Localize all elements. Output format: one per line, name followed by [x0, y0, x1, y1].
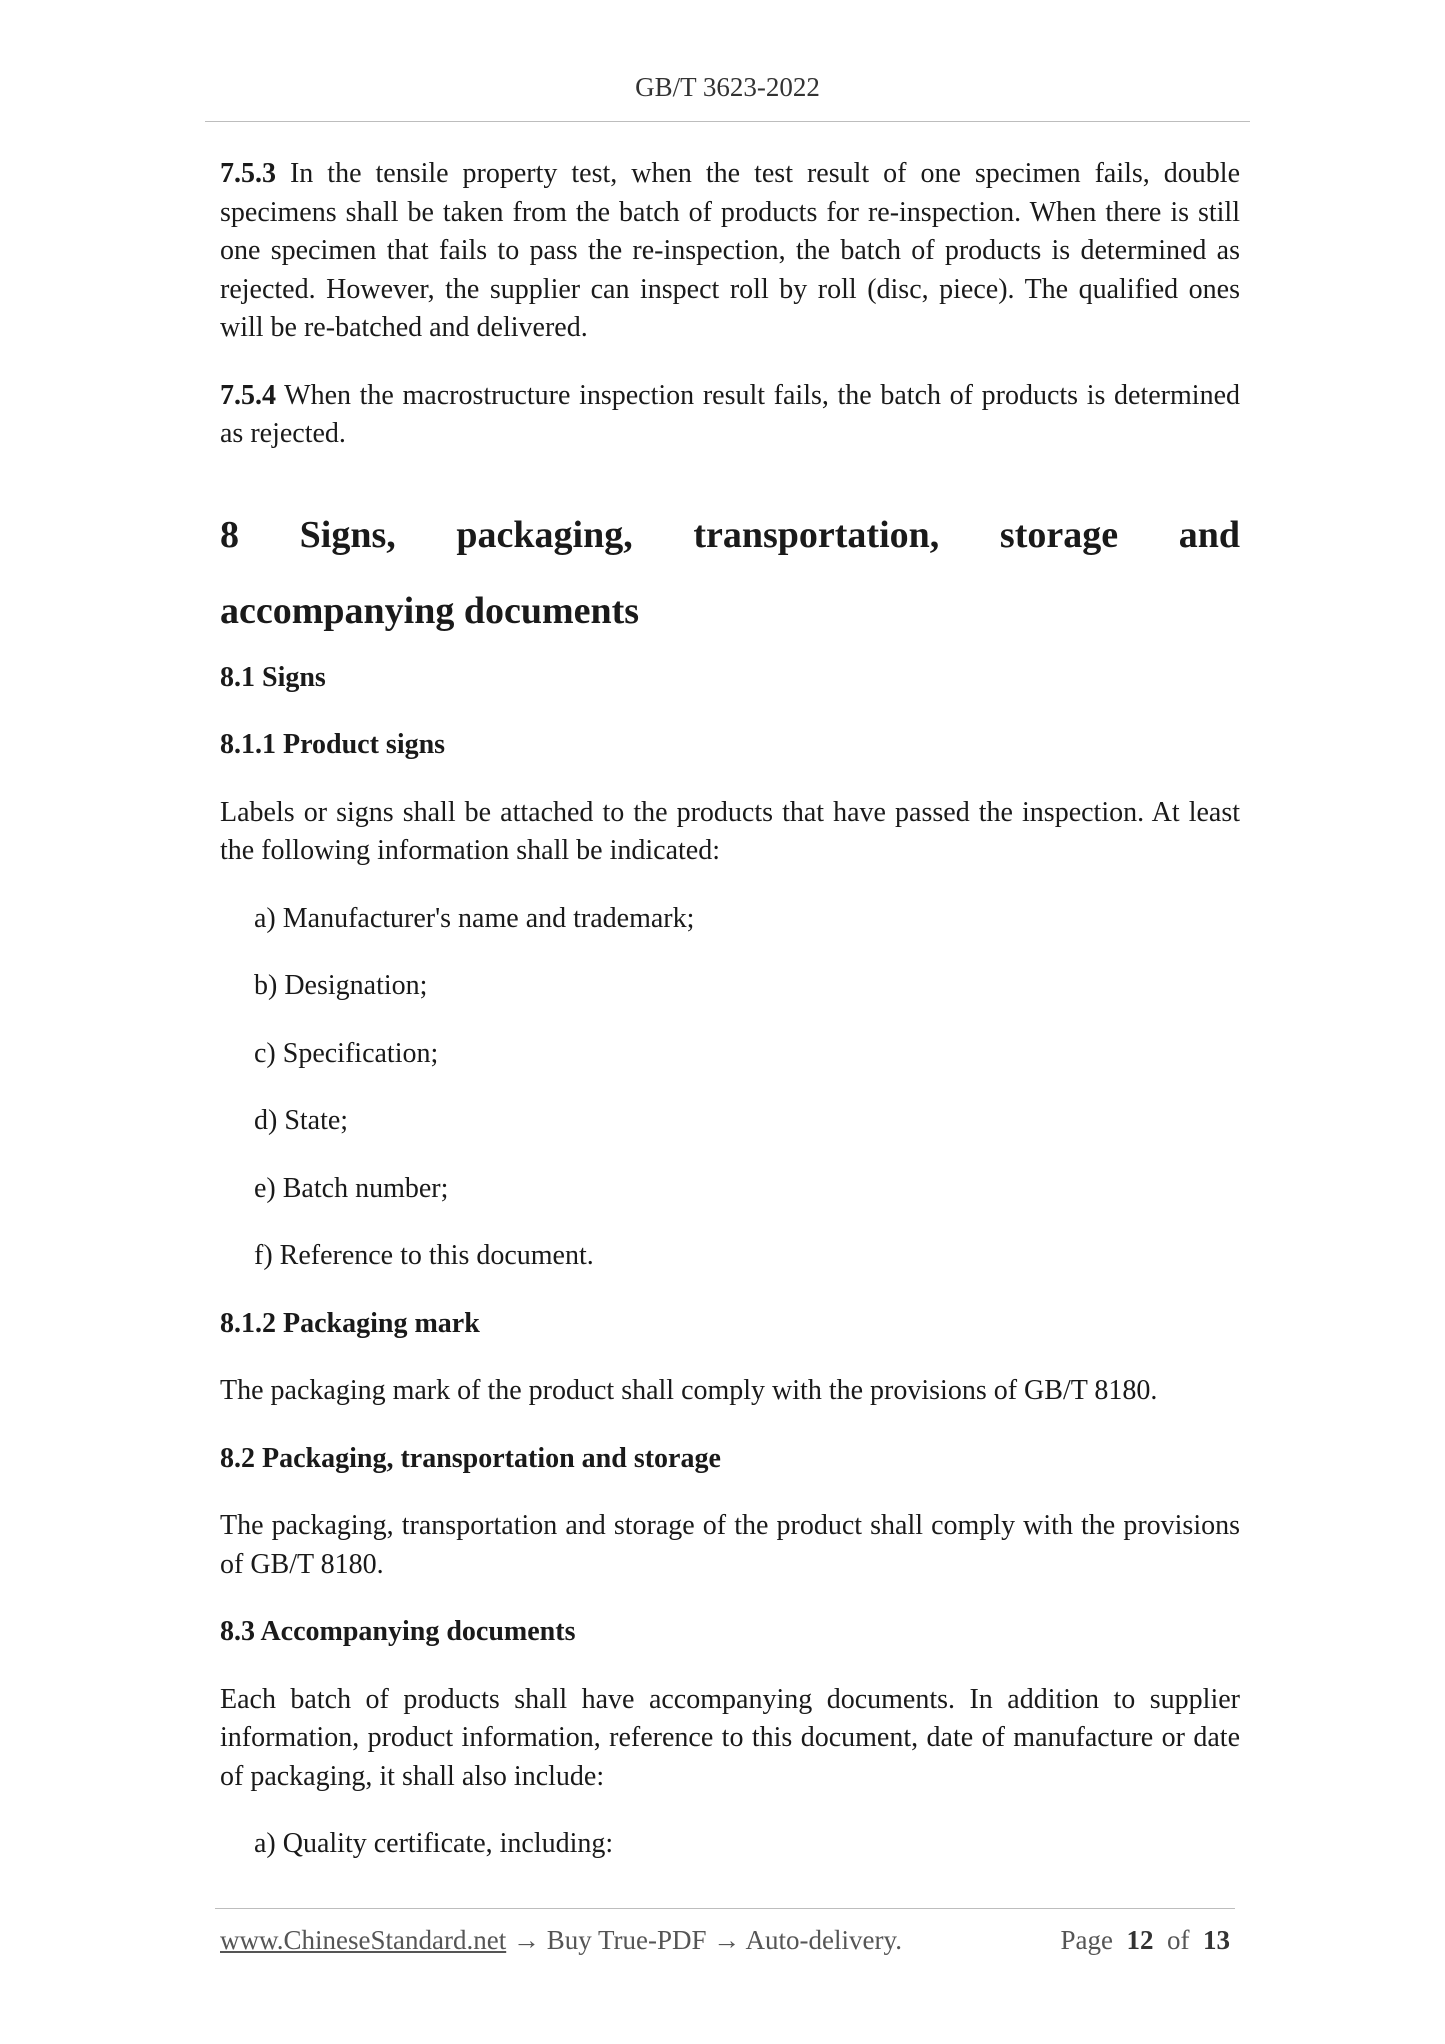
clause-7-5-4	[220, 377, 1240, 454]
page-total: 13	[1203, 1925, 1230, 1955]
list-item: f) Reference to this document.	[254, 1240, 594, 1271]
page-header: GB/T 3623-2022	[635, 72, 820, 102]
clause-text: When the macrostructure inspection result fails, the batch of products is determined as rejected.	[220, 379, 1240, 449]
heading-word: and	[1178, 513, 1240, 556]
footer-rule	[215, 1908, 1235, 1909]
paragraph-8-3: Each batch of products shall have accompanying documents. In addition to supplier information, product information, reference to this document, date of manufacture or date of packaging, it shall also include:	[220, 1683, 1240, 1792]
paragraph-8-1-1: Labels or signs shall be attached to the products that have passed the inspection. At least the following information shall be indicated:	[220, 796, 1240, 866]
page-number: 12	[1126, 1925, 1154, 1955]
list-item: c) Specification;	[254, 1037, 439, 1069]
list-item: b) Designation;	[254, 970, 428, 1001]
heading-word: Signs,	[299, 513, 396, 556]
section-8-2-heading: 8.2 Packaging, transportation and storage	[220, 1442, 721, 1474]
site-link[interactable]: www.ChineseStandard.net	[220, 1925, 507, 1955]
section-8-1-1-heading: 8.1.1 Product signs	[220, 729, 446, 760]
header-rule	[205, 121, 1250, 122]
clause-text: In the tensile property test, when the test result of one specimen fails, double specimens shall be taken from the batch of products for re-inspection. When there is still one specimen that fails to pass the re-inspection, the batch of products is determined as rejected. However, the supplier can inspect roll by roll (disc, piece). The qualified ones will be re-batched and delivered.	[220, 158, 1240, 343]
heading-word: transportation,	[693, 513, 940, 556]
arrow-icon: →	[706, 1925, 746, 1955]
paragraph-8-2: The packaging, transportation and storage of the product shall comply with the provisions of GB/T 8180.	[220, 1510, 1240, 1580]
list-item: a) Quality certificate, including:	[254, 1828, 614, 1859]
heading-word: storage	[999, 513, 1119, 556]
section-8-1-heading: 8.1 Signs	[220, 661, 326, 693]
section-8-heading	[220, 497, 1240, 649]
page-counter	[1061, 1925, 1230, 1956]
page-content	[220, 155, 1240, 1893]
buy-text: Buy True-PDF	[546, 1925, 707, 1955]
of-label: of	[1167, 1925, 1190, 1955]
section-8-1-2-heading: 8.1.2 Packaging mark	[220, 1307, 480, 1339]
footer-links	[220, 1925, 902, 1956]
list-item: e) Batch number;	[254, 1172, 449, 1204]
section-8-heading-line1	[220, 497, 1240, 573]
section-8-3-heading: 8.3 Accompanying documents	[220, 1616, 576, 1647]
clause-7-5-3	[220, 155, 1240, 348]
clause-number: 7.5.4	[220, 379, 276, 411]
list-item: d) State;	[254, 1105, 349, 1136]
page-label: Page	[1060, 1925, 1113, 1955]
clause-number: 7.5.3	[220, 158, 276, 189]
heading-word: packaging,	[456, 513, 633, 556]
paragraph-8-1-2: The packaging mark of the product shall comply with the provisions of GB/T 8180.	[220, 1375, 1158, 1406]
arrow-icon: →	[506, 1925, 547, 1955]
list-item: a) Manufacturer's name and trademark;	[254, 902, 695, 934]
heading-word: 8	[220, 513, 239, 556]
delivery-text: Auto-delivery.	[745, 1925, 902, 1955]
section-8-heading-line2: accompanying documents	[220, 589, 640, 632]
